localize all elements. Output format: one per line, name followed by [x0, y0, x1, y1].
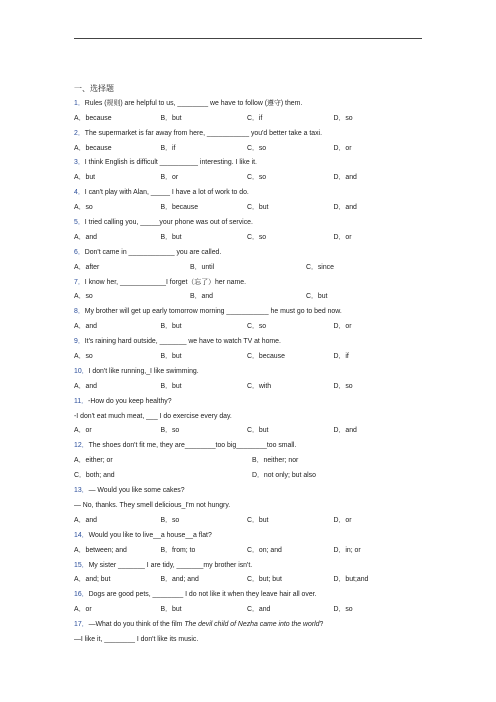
option-b: B．but — [160, 382, 182, 390]
question-text: I think English is difficult __________ interesting. I like it. — [84, 159, 257, 167]
question-text: Dogs are good pets, ________ I do not like it when they leave hair all over. — [88, 591, 317, 599]
option-b: B．but — [160, 114, 182, 122]
option-d: D．in; or — [333, 546, 361, 554]
option-a: A．after — [74, 263, 100, 271]
options-5 — [74, 231, 426, 246]
option-b: B．or — [160, 174, 179, 182]
question-1 — [74, 97, 426, 112]
question-7 — [74, 276, 426, 291]
question-12 — [74, 439, 426, 454]
option-c: C．on; and — [247, 546, 282, 554]
question-text: My brother will get up early tomorrow morning ___________ he must go to bed now. — [84, 308, 342, 316]
option-c: C．but — [247, 427, 269, 435]
question-text: I tried calling you, _____your phone was out of service. — [84, 219, 253, 227]
option-d: D．and — [333, 427, 357, 435]
question-number: 9． — [74, 338, 85, 346]
option-c: C．so — [247, 233, 267, 241]
option-d: D．or — [333, 144, 352, 152]
question-text: It's raining hard outside, _______ we have to watch TV at home. — [84, 338, 281, 346]
question-text: The supermarket is far away from here, ___________ you'd better take a taxi. — [84, 129, 322, 137]
option-d: D．but;and — [333, 576, 369, 584]
option-a: A．and — [74, 382, 97, 390]
question-17 — [74, 618, 426, 633]
option-b: B．so — [160, 427, 180, 435]
question-5 — [74, 216, 426, 231]
question-8 — [74, 305, 426, 320]
options-14 — [74, 544, 426, 559]
option-a: A．between; and — [74, 546, 127, 554]
option-c: C．but — [306, 293, 328, 301]
option-a: A．or — [74, 606, 92, 614]
option-c: C．so — [247, 144, 267, 152]
options-15 — [74, 573, 426, 588]
question-13 — [74, 484, 426, 499]
question-text: Rules (规则) are helpful to us, ________ we have to follow (遵守) them. — [84, 99, 303, 107]
question-text: Would you like to live__a house__a flat? — [88, 531, 212, 539]
options-10 — [74, 380, 426, 395]
question-number: 1． — [74, 99, 85, 107]
question-15 — [74, 559, 426, 574]
options-9 — [74, 350, 426, 365]
question-number: 4． — [74, 189, 85, 197]
option-d: D．and — [333, 174, 357, 182]
question-text: I know her, ____________I forget（忘了）her name. — [84, 278, 246, 286]
option-b: B．and; and — [160, 576, 199, 584]
question-text: I don't like running,_I like swimming. — [88, 367, 199, 375]
question-11 — [74, 395, 426, 410]
question-14 — [74, 529, 426, 544]
option-d: D．or — [333, 323, 352, 331]
question-16 — [74, 588, 426, 603]
question-number: 12． — [74, 442, 89, 450]
question-list — [74, 82, 426, 648]
options-13 — [74, 514, 426, 529]
question-number: 16． — [74, 591, 89, 599]
option-a: A．and — [74, 516, 97, 524]
option-b: B．if — [160, 144, 176, 152]
question-number: 15． — [74, 561, 89, 569]
option-a: A．but — [74, 174, 96, 182]
question-13-line-2: — No, thanks. They smell delicious_I'm not hungry. — [74, 501, 231, 509]
question-number: 10． — [74, 367, 89, 375]
option-a: A．because — [74, 114, 112, 122]
question-number: 2． — [74, 129, 85, 137]
option-b: B．neither; nor — [252, 457, 299, 465]
option-c: C．both; and — [74, 472, 115, 480]
header-rule — [74, 38, 422, 39]
option-a: A．so — [74, 204, 93, 212]
option-a: A．and — [74, 323, 97, 331]
question-text: The shoes don't fit me, they are________too big________too small. — [88, 442, 297, 450]
option-d: D．not only; but also — [252, 472, 316, 480]
option-c: C．since — [306, 263, 334, 271]
section-title: 一、选择题 — [74, 84, 114, 93]
options-16 — [74, 603, 426, 618]
option-c: C．but; but — [247, 576, 282, 584]
question-3 — [74, 156, 426, 171]
question-17-line-2: —I like it, ________ I don't like its music. — [74, 635, 199, 643]
question-number: 7． — [74, 278, 85, 286]
question-text: Don't came in ____________ you are called. — [84, 248, 222, 256]
options-1 — [74, 112, 426, 127]
option-b: B．but — [160, 233, 182, 241]
question-number: 17． — [74, 621, 89, 629]
question-number: 8． — [74, 308, 85, 316]
options-12-row-1 — [74, 454, 426, 469]
option-c: C．but — [247, 204, 269, 212]
question-text: — Would you like some cakes? — [88, 487, 185, 495]
question-number: 5． — [74, 219, 85, 227]
option-a: A．so — [74, 293, 93, 301]
option-a: A．and — [74, 233, 97, 241]
option-a: A．and; but — [74, 576, 111, 584]
option-b: B．until — [190, 263, 215, 271]
option-c: C．so — [247, 174, 267, 182]
question-number: 14． — [74, 531, 89, 539]
options-2 — [74, 142, 426, 157]
option-d: D．so — [333, 606, 353, 614]
options-7 — [74, 290, 426, 305]
question-number: 3． — [74, 159, 85, 167]
options-3 — [74, 171, 426, 186]
option-d: D．if — [333, 353, 349, 361]
question-9 — [74, 335, 426, 350]
option-a: A．either; or — [74, 457, 113, 465]
option-b: B．because — [160, 204, 199, 212]
option-b: B．but — [160, 323, 182, 331]
question-number: 11． — [74, 397, 89, 405]
option-c: C．with — [247, 382, 272, 390]
options-12-row-2 — [74, 469, 426, 484]
option-c: C．but — [247, 516, 269, 524]
question-6 — [74, 246, 426, 261]
option-d: D．and — [333, 204, 357, 212]
option-d: D．so — [333, 382, 353, 390]
question-text: —What do you think of the film — [88, 621, 185, 629]
option-b: B．but — [160, 353, 182, 361]
question-text: I can't play with Alan, _____ I have a lot of work to do. — [84, 189, 249, 197]
question-text-end: ? — [319, 621, 324, 629]
options-8 — [74, 320, 426, 335]
film-title: The devil child of Nezha came into the world — [184, 621, 320, 629]
option-b: B．but — [160, 606, 182, 614]
option-c: C．if — [247, 114, 263, 122]
question-4 — [74, 186, 426, 201]
options-6 — [74, 261, 426, 276]
question-number: 6． — [74, 248, 85, 256]
option-a: A．because — [74, 144, 112, 152]
option-d: D．or — [333, 516, 352, 524]
question-text: -How do you keep healthy? — [88, 397, 172, 405]
question-2 — [74, 127, 426, 142]
option-b: B．and — [190, 293, 213, 301]
question-number: 13． — [74, 487, 89, 495]
option-c: C．because — [247, 353, 285, 361]
question-11-line-2: -I don't eat much meat, ___ I do exercise every day. — [74, 412, 232, 420]
option-b: B．from; to — [160, 546, 196, 554]
option-d: D．so — [333, 114, 353, 122]
option-d: D．or — [333, 233, 352, 241]
question-text: My sister _______ I are tidy, _______my brother isn't. — [88, 561, 253, 569]
options-11 — [74, 424, 426, 439]
option-b: B．so — [160, 516, 180, 524]
question-10 — [74, 365, 426, 380]
option-a: A．or — [74, 427, 92, 435]
option-c: C．so — [247, 323, 267, 331]
options-4 — [74, 201, 426, 216]
option-a: A．so — [74, 353, 93, 361]
option-c: C．and — [247, 606, 271, 614]
